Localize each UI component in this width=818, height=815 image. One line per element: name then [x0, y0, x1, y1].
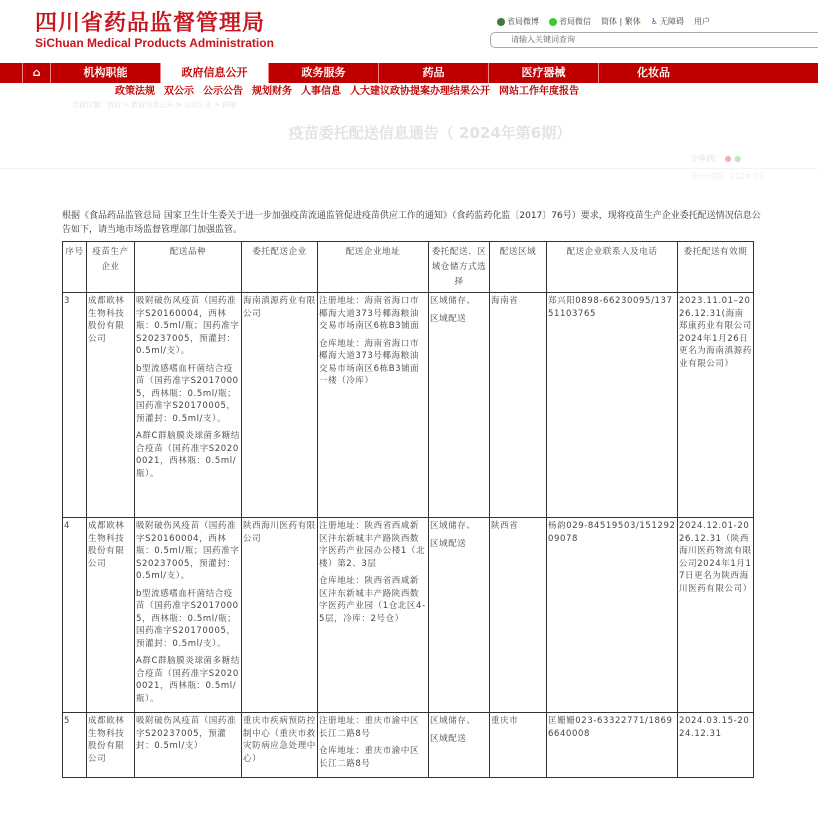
subnav-item[interactable]: 公示公告 [203, 86, 243, 97]
header-cell: 委托配送企业 [242, 242, 318, 293]
language-toggle[interactable]: 简体 | 繁体 [601, 17, 641, 26]
storage-mode [429, 713, 490, 778]
header-cell: 委托配送、区域仓储方式选择 [429, 242, 490, 293]
region: 陕西省 [490, 518, 547, 713]
subnav-item[interactable]: 人事信息 [301, 86, 341, 97]
sub-nav [115, 86, 579, 98]
storage-mode-line: 区域储存、 [430, 716, 476, 726]
header-cell: 配送企业联系人及电话 [547, 242, 678, 293]
address [318, 713, 429, 778]
nav-item-services[interactable]: 政务服务 [268, 63, 378, 83]
header-cell: 配送区域 [490, 242, 547, 293]
products-line: b型流感嗜血杆菌结合疫苗（国药准字S20170005，西林瓶：0.5ml/瓶；国药准字S20170005，预灌封：0.5ml/支）。 [136, 588, 239, 649]
search-input[interactable]: 请输入关键词查询 [490, 32, 818, 48]
user-link[interactable]: 用户 [693, 17, 710, 26]
table-row [63, 518, 754, 713]
home-icon[interactable]: ⌂ [22, 63, 50, 83]
table-row [63, 293, 754, 518]
distributor: 海南滇源药业有限公司 [242, 293, 318, 518]
storage-mode-line: 区域储存、 [430, 521, 476, 531]
row-number: 5 [63, 713, 87, 778]
products-line: 吸附破伤风疫苗（国药准字S20160004，西林瓶：0.5ml/瓶；国药准字S20237005，预灌封：0.5ml/支）。 [136, 296, 240, 356]
products-line: 吸附破伤风疫苗（国药准字S20237005，预灌封：0.5ml/支） [136, 716, 237, 751]
storage-mode-line: 区域配送 [430, 538, 467, 549]
storage-mode [429, 293, 490, 518]
subnav-item[interactable]: 人大建议政协提案办理结果公开 [350, 86, 490, 97]
subnav-item[interactable]: 政策法规 [115, 86, 155, 97]
intro-text: 根据《食品药品监管总局 国家卫生计生委关于进一步加强疫苗流通监管促进疫苗供应工作的通知》（食药监药化监〔2017〕76号）要求，现将疫苗生产企业委托配送情况信息公告如下，请当地市场监督管理部门加强监管。 [62, 211, 761, 235]
weibo-link[interactable]: 省局微博 [497, 17, 539, 27]
region: 海南省 [490, 293, 547, 518]
products-line: A群C群脑膜炎球菌多糖结合疫苗（国药准字S20200021，西林瓶：0.5ml/瓶）。 [136, 431, 240, 479]
nav-item-org[interactable]: 机构职能 [50, 63, 160, 83]
validity: 2024.12.01-2026.12.31（陕西海川医药物流有限公司2024年1月17日更名为陕西海川医药有限公司） [678, 518, 754, 713]
row-number: 4 [63, 518, 87, 713]
wechat-link[interactable]: 省局微信 [549, 17, 591, 27]
contact: 郑兴阳0898-66230095/13751103765 [547, 293, 678, 518]
distributor: 重庆市疾病预防控制中心（重庆市救灾防病应急处理中心） [242, 713, 318, 778]
products [135, 713, 242, 778]
weibo-icon [497, 18, 505, 26]
products-line: A群C群脑膜炎球菌多糖结合疫苗（国药准字S20200021，西林瓶：0.5ml/瓶）。 [136, 656, 240, 704]
page-title: 疫苗委托配送信息通告（ 2024年第6期） [288, 124, 572, 142]
validity: 2024.03.15-2024.12.31 [678, 713, 754, 778]
subnav-item[interactable]: 规划财务 [252, 86, 292, 97]
contact: 杨韵029-84519503/15129209078 [547, 518, 678, 713]
products [135, 293, 242, 518]
products-line: 吸附破伤风疫苗（国药准字S20160004，西林瓶：0.5ml/瓶；国药准字S20237005，预灌封：0.5ml/支）。 [136, 521, 240, 581]
breadcrumb: 当前位置：首页 > 政府信息公开 > 公示公告 > 详细 [72, 101, 236, 109]
address-line: 注册地址：陕西省西咸新区沣东新城丰产路陕西数字医药产业园办公楼1（北楼）第2、3层 [319, 521, 426, 569]
header-cell: 疫苗生产企业 [87, 242, 135, 293]
article-body [62, 209, 762, 778]
nav-item-devices[interactable]: 医疗器械 [488, 63, 598, 83]
address-line: 注册地址：海南省海口市椰海大道373号椰海粮油交易市场南区6栋B3铺面 [319, 296, 420, 331]
storage-mode-line: 区域储存、 [430, 296, 476, 306]
address [318, 518, 429, 713]
address-line: 注册地址：重庆市渝中区长江二路8号 [319, 716, 420, 739]
weibo-share-icon[interactable]: ● [724, 154, 732, 163]
share-bar [690, 154, 741, 164]
storage-mode-line: 区域配送 [430, 313, 467, 324]
main-nav [0, 63, 818, 83]
address [318, 293, 429, 518]
accessibility-link[interactable]: ♿ 无障碍 [650, 17, 684, 26]
header-cell: 配送企业地址 [318, 242, 429, 293]
share-label: 分享到： [690, 154, 722, 163]
address-line: 仓库地址：重庆市渝中区长江二路8号 [319, 746, 420, 769]
nav-item-gov-info[interactable]: 政府信息公开 [160, 63, 268, 83]
products-line: b型流感嗜血杆菌结合疫苗（国药准字S20170005，西林瓶：0.5ml/瓶；国药准字S20170005，预灌封：0.5ml/支）。 [136, 363, 239, 424]
vaccine-maker: 成都欧林生物科技股份有限公司 [87, 518, 135, 713]
vaccine-maker: 成都欧林生物科技股份有限公司 [87, 713, 135, 778]
header-cell: 委托配送有效期 [678, 242, 754, 293]
accessibility-icon: ♿ [650, 17, 658, 26]
top-links [497, 17, 710, 27]
validity: 2023.11.01–2026.12.31(海南郑康药业有限公司2024年1月26日更名为海南滇源药业有限公司） [678, 293, 754, 518]
header-cell: 配送品种 [135, 242, 242, 293]
subnav-item[interactable]: 双公示 [164, 86, 194, 97]
products [135, 518, 242, 713]
distribution-table [62, 241, 754, 778]
address-line: 仓库地址：陕西省西咸新区沣东新城丰产路陕西数字医药产业园（1仓北区4-5层，冷库：2号仓） [319, 576, 426, 624]
storage-mode [429, 518, 490, 713]
storage-mode-line: 区域配送 [430, 733, 467, 744]
logo-en: SiChuan Medical Products Administration [35, 36, 274, 50]
row-number: 3 [63, 293, 87, 518]
nav-item-drugs[interactable]: 药品 [378, 63, 488, 83]
publish-date: 发布日期：2024-03 [690, 172, 764, 181]
wechat-share-icon[interactable]: ● [734, 154, 742, 163]
region: 重庆市 [490, 713, 547, 778]
address-line: 仓库地址：海南省海口市椰海大道373号椰海粮油交易市场南区6栋B3铺面一楼（冷库） [319, 338, 420, 386]
table-header [63, 242, 754, 293]
nav-item-cosmetics[interactable]: 化妆品 [598, 63, 708, 83]
vaccine-maker: 成都欧林生物科技股份有限公司 [87, 293, 135, 518]
divider [0, 168, 818, 169]
wechat-icon [549, 18, 557, 26]
distributor: 陕西海川医药有限公司 [242, 518, 318, 713]
table-row [63, 713, 754, 778]
logo-cn: 四川省药品监督管理局 [35, 11, 266, 36]
contact: 匡姗姗023-63322771/18696640008 [547, 713, 678, 778]
header-cell: 序号 [63, 242, 87, 293]
subnav-item[interactable]: 网站工作年度报告 [499, 86, 579, 97]
